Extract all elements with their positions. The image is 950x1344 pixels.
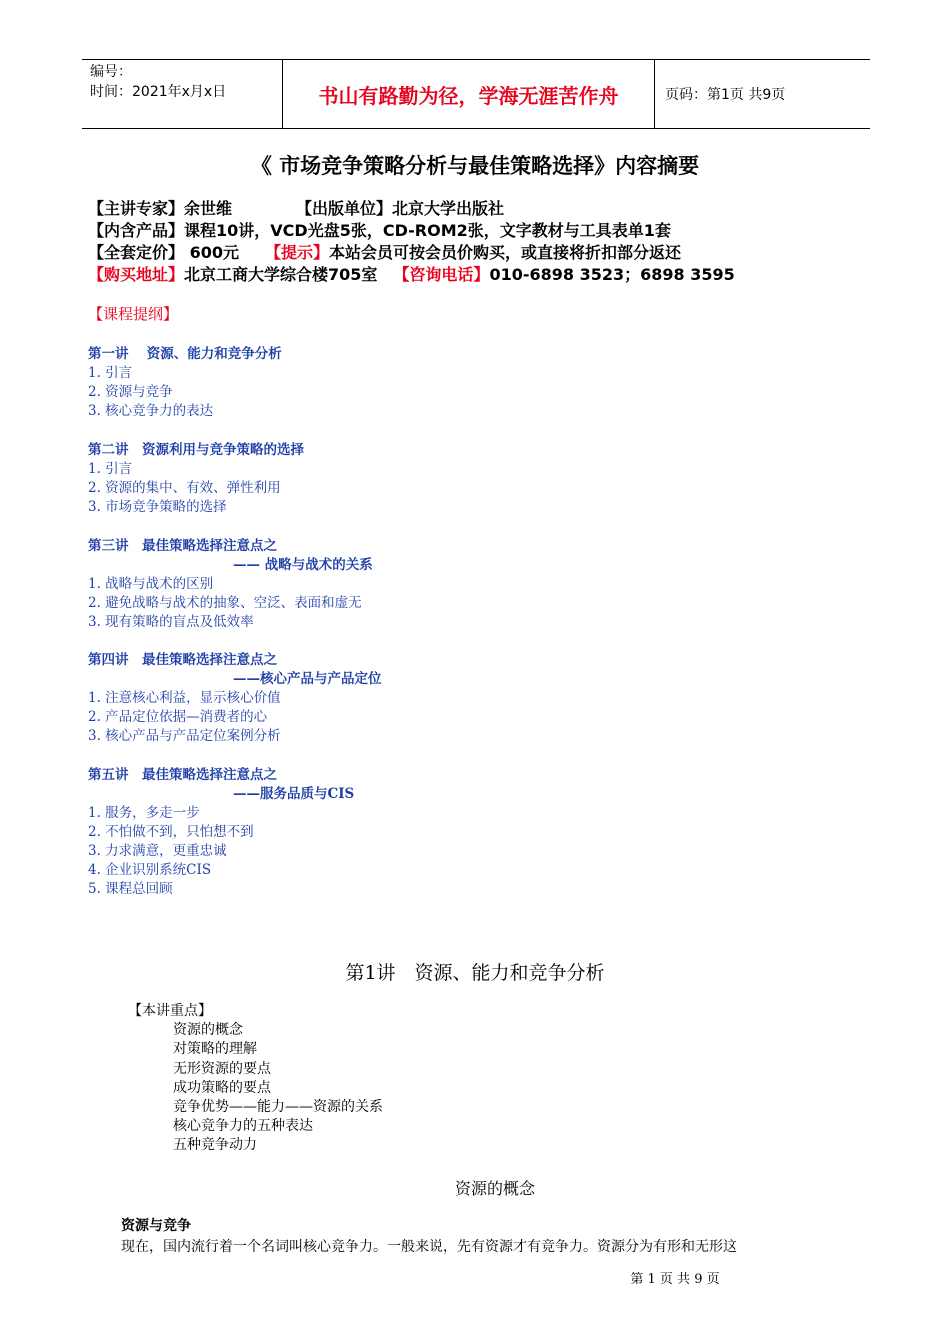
phone-label: 【咨询电话】 [393, 265, 490, 284]
tip-value: 本站会员可按会员价购买，或直接将折扣部分返还 [329, 243, 682, 262]
lecture-item: 1. 战略与战术的区别 [88, 576, 214, 592]
keypoint-item: 核心竞争力的五种表达 [173, 1118, 313, 1135]
lecture1-title: 第1讲 资源、能力和竞争分析 [345, 962, 605, 984]
page-footer: 第 1 页 共 9 页 [630, 1272, 720, 1287]
keypoint-item: 对策略的理解 [173, 1041, 257, 1058]
outline-heading: 【课程提纲】 [88, 305, 179, 323]
keypoints-section [128, 1002, 383, 1156]
tip-label: 【提示】 [265, 243, 330, 262]
lecture-item: 1. 引言 [88, 365, 133, 381]
header-meta [82, 60, 282, 128]
price-value: 600元 [184, 243, 239, 262]
lecture-title: 第一讲 资源、能力和竞争分析 [88, 346, 282, 362]
time-label: 时间：2021年x月x日 [90, 84, 227, 100]
info-line-buy [88, 264, 735, 286]
product-value: 课程10讲，VCD光盘5张，CD-ROM2张，文字教材与工具表单1套 [184, 221, 671, 240]
lecture-item: 3. 核心竞争力的表达 [88, 403, 214, 419]
lecture-item: 3. 现有策略的盲点及低效率 [88, 614, 254, 630]
product-label: 【内含产品】 [88, 221, 185, 240]
lecture-item: 1. 引言 [88, 461, 133, 477]
header-motto: 书山有路勤为径，学海无涯苦作舟 [282, 60, 655, 128]
lecture-item: 3. 核心产品与产品定位案例分析 [88, 728, 281, 744]
lecture-item: 1. 注意核心利益，显示核心价值 [88, 690, 281, 706]
document-title: 《 市场竞争策略分析与最佳策略选择》内容摘要 [250, 154, 700, 178]
keypoint-item: 资源的概念 [173, 1022, 243, 1039]
lecture-item: 4. 企业识别系统CIS [88, 862, 212, 878]
page-header [82, 59, 870, 129]
publisher-value: 北京大学出版社 [392, 199, 505, 218]
buy-value: 北京工商大学综合楼705室 [184, 265, 378, 284]
lecture-item: 3. 力求满意，更重忠诚 [88, 843, 227, 859]
lecture-block [88, 537, 373, 632]
keypoint-item: 成功策略的要点 [173, 1079, 271, 1096]
phone-value: 010-6898 3523；6898 3595 [489, 265, 735, 284]
info-line-price [88, 242, 681, 264]
lecture-title: 第五讲 最佳策略选择注意点之 [88, 767, 277, 783]
lecture-block [88, 345, 282, 421]
header-page-info: 页码：第1页 共9页 [665, 87, 786, 103]
lecture-item: 2. 资源与竞争 [88, 384, 173, 400]
lecture-block [88, 766, 354, 899]
lecture-title: 第四讲 最佳策略选择注意点之 [88, 652, 277, 668]
lecture-item: 2. 产品定位依据—消费者的心 [88, 709, 268, 725]
keypoint-item: 五种竞争动力 [173, 1137, 257, 1154]
lecture-item: 2. 资源的集中、有效、弹性利用 [88, 480, 281, 496]
expert-value: 余世维 [184, 199, 233, 218]
lecture-item: 5. 课程总回顾 [88, 881, 173, 897]
section-title: 资源的概念 [454, 1179, 535, 1198]
keypoint-item: 竞争优势——能力——资源的关系 [173, 1099, 383, 1116]
lecture-title: 第三讲 最佳策略选择注意点之 [88, 538, 277, 554]
keypoint-item: 无形资源的要点 [173, 1060, 271, 1077]
lecture-item: 1. 服务，多走一步 [88, 805, 200, 821]
lecture-item: 2. 不怕做不到，只怕想不到 [88, 824, 254, 840]
keypoints-heading: 【本讲重点】 [128, 1003, 212, 1019]
info-line-product [88, 220, 671, 242]
buy-label: 【购买地址】 [88, 265, 185, 284]
lecture-item: 3. 市场竞争策略的选择 [88, 499, 227, 515]
lecture-block [88, 651, 382, 746]
lecture-subtitle: ——核心产品与产品定位 [233, 671, 382, 687]
paragraph-heading: 资源与竞争 [121, 1218, 191, 1234]
lecture-subtitle: ——服务品质与CIS [233, 786, 355, 802]
info-line-expert [88, 198, 504, 220]
lecture-subtitle: —— 战略与战术的关系 [233, 557, 373, 573]
lecture-item: 2. 避免战略与战术的抽象、空泛、表面和虚无 [88, 595, 362, 611]
expert-label: 【主讲专家】 [88, 199, 185, 218]
number-label: 编号： [90, 64, 132, 80]
lecture-title: 第二讲 资源利用与竞争策略的选择 [88, 442, 304, 458]
price-label: 【全套定价】 [88, 243, 185, 262]
paragraph-text: 现在，国内流行着一个名词叫核心竞争力。一般来说，先有资源才有竞争力。资源分为有形和无形这 [121, 1239, 737, 1255]
lecture-block [88, 441, 304, 517]
publisher-label: 【出版单位】 [296, 199, 393, 218]
